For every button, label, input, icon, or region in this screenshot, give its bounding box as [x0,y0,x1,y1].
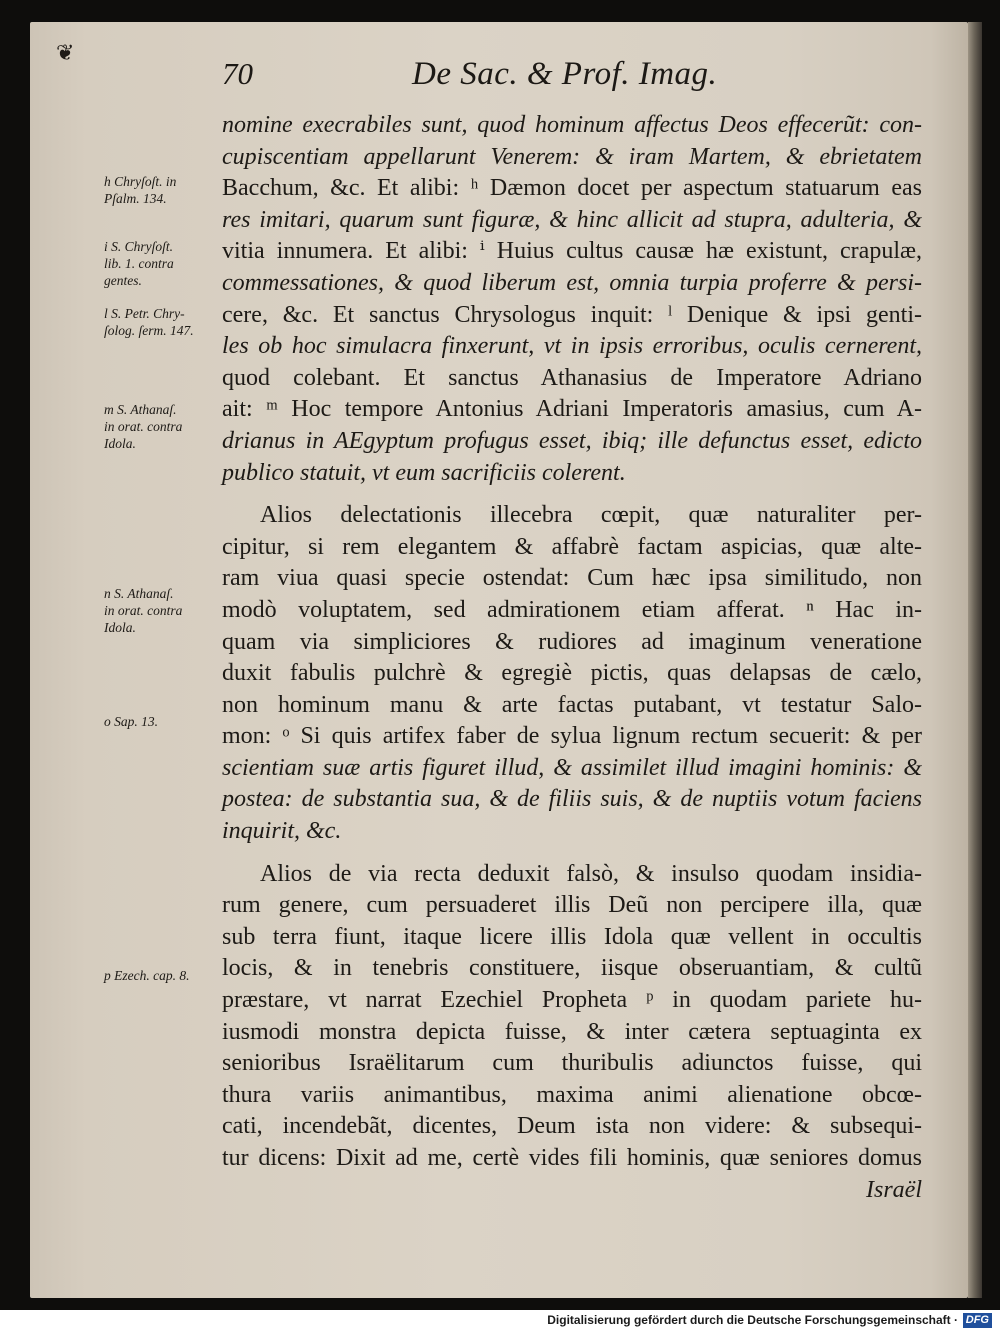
text-line: publico statuit, vt eum sacrificiis colerent. [222,459,626,486]
page-header [222,56,942,100]
text-line: postea: de substantia sua, & de filiis suis, & de nuptiis votum faciens [222,786,922,813]
text-line: Bacchum, &c. Et alibi: ʰ Dæmon docet per aspectum statuarum eas [222,175,922,202]
text-line: duxit fabulis pulchrè & egregiè pictis, quas delapsas de cælo, [222,660,922,687]
text-line: les ob hoc simulacra finxerunt, vt in ipsis erroribus, oculis cernerent, [222,333,922,360]
paragraph-gap [222,848,922,859]
text-line: cere, &c. Et sanctus Chrysologus inquit: ˡ Denique & ipsi genti- [222,301,922,328]
text-line: sub terra fiunt, itaque licere illis Idola quæ vellent in occultis [222,923,922,950]
text-line: ait: ᵐ Hoc tempore Antonius Adriani Imperatoris amasius, cum A- [222,396,922,423]
margin-note-h: h Chryſoſt. in Pſalm. 134. [104,174,177,206]
text-line: cupiscentiam appellarunt Venerem: & iram Martem, & ebrietatem [222,143,922,170]
dfg-logo: DFG [963,1313,992,1328]
text-line: quod colebant. Et sanctus Athanasius de Imperatore Adriano [222,364,922,391]
text-line: cipitur, si rem elegantem & affabrè factam aspicias, quæ alte- [222,533,922,560]
text-line: locis, & in tenebris constituere, iisque obseruantiam, & cultũ [222,955,922,982]
text-line: Alios de via recta deduxit falsò, & insulso quodam insidia- [260,860,922,887]
margin-note-o: o Sap. 13. [104,714,158,729]
text-line: inquirit, &c. [222,818,342,845]
text-line: scientiam suæ artis figuret illud, & assimilet illud imagini hominis: & [222,754,922,781]
text-line: Israël [866,1176,922,1203]
margin-note-p: p Ezech. cap. 8. [104,968,190,983]
margin-note-m: m S. Athanaſ. in orat. contra Idola. [104,402,183,451]
text-line: cati, incendebãt, dicentes, Deum ista non videre: & subsequi- [222,1113,922,1140]
printer-flourish-ornament: ❦ [56,40,75,65]
funding-notice: Digitalisierung gefördert durch die Deutsche Forschungsgemeinschaft · [547,1313,958,1327]
text-line: nomine execrabiles sunt, quod hominum affectus Deos effecerũt: con- [222,112,922,138]
margin-note-n: n S. Athanaſ. in orat. contra Idola. [104,586,183,635]
margin-note-i: i S. Chryſoſt. lib. 1. contra gentes. [104,239,174,288]
text-line: iusmodi monstra depicta fuisse, & inter cætera septuaginta ex [222,1018,922,1045]
margin-note-l: l S. Petr. Chry- ſolog. ſerm. 147. [104,306,194,338]
text-line: drianus in AEgyptum profugus esset, ibiq; ille defunctus esset, edicto [222,427,922,454]
text-line: quam via simpliciores & rudiores ad imaginum veneratione [222,628,922,655]
body-text [222,110,922,1206]
page-number: 70 [222,56,253,91]
running-title: De Sac. & Prof. Imag. [412,56,718,92]
text-line: senioribus Israëlitarum cum thuribulis adiunctos fuisse, qui [222,1050,922,1077]
text-line: mon: ᵒ Si quis artifex faber de sylua lignum rectum secuerit: & per [222,723,922,750]
text-line: modò voluptatem, sed admirationem etiam afferat. ⁿ Hac in- [222,596,922,623]
footer-bar [0,1310,1000,1332]
page-edge-shadow [968,22,982,1298]
text-line: commessationes, & quod liberum est, omnia turpia proferre & persi- [222,269,922,296]
text-line: res imitari, quarum sunt figuræ, & hinc allicit ad stupra, adulteria, & [222,206,922,233]
text-line: non hominum manu & arte factas putabant, vt testatur Salo- [222,691,922,718]
paragraph-gap [222,489,922,500]
text-line: Alios delectationis illecebra cœpit, quæ naturaliter per- [260,502,922,529]
text-line: tur dicens: Dixit ad me, certè vides fili hominis, quæ seniores domus [222,1145,922,1171]
text-line: ram viua quasi specie ostendat: Cum hæc ipsa similitudo, non [222,565,922,592]
text-line: rum genere, cum persuaderet illis Deũ non percipere illa, quæ [222,892,922,919]
text-line: thura variis animantibus, maxima animi alienatione obcœ- [222,1081,922,1108]
text-line: præstare, vt narrat Ezechiel Propheta ᵖ in quodam pariete hu- [222,987,922,1014]
text-line: vitia innumera. Et alibi: ⁱ Huius cultus causæ hæ existunt, crapulæ, [222,238,922,265]
